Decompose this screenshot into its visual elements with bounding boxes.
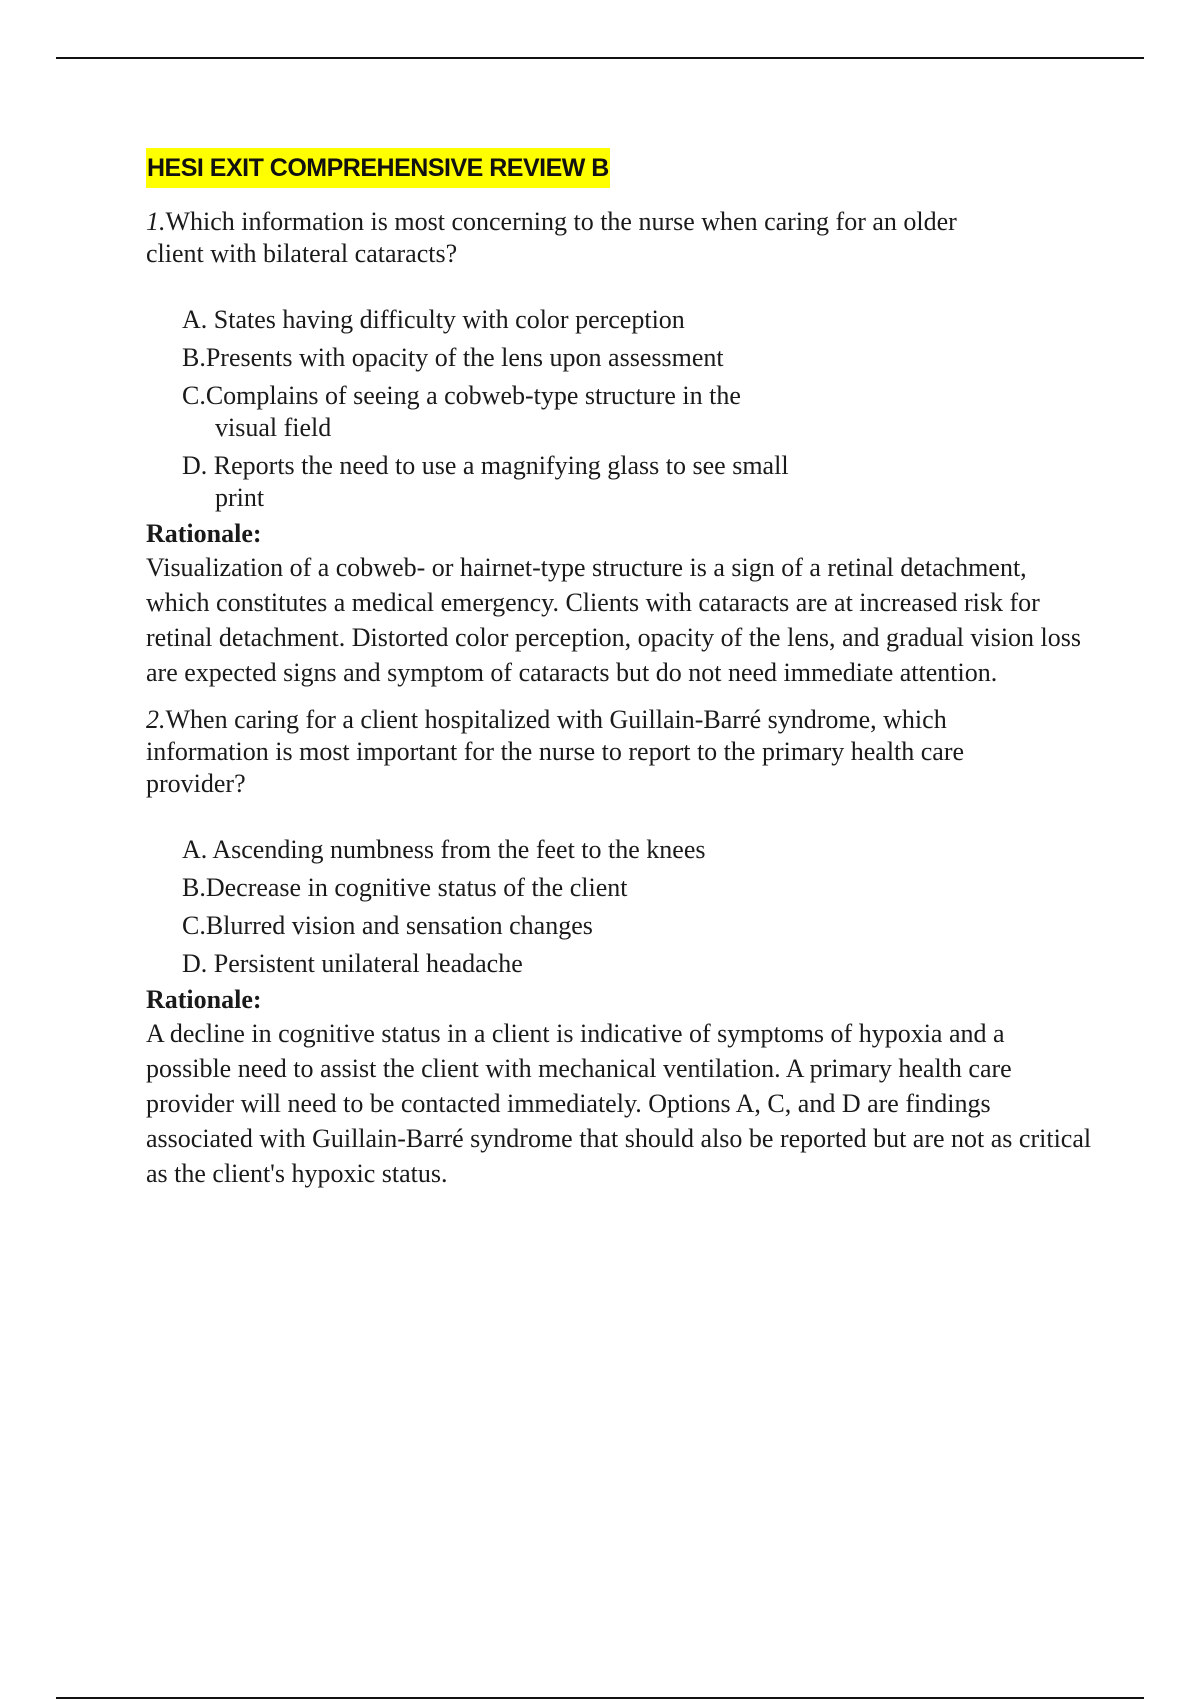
question-2-options: [182, 834, 1126, 980]
footer-rule: [56, 1697, 1144, 1699]
question-2-rationale: A decline in cognitive status in a client is indicative of symptoms of hypoxia and a possible need to assist the client with mechanical ventilation. A primary health care provider will need to be contacted immediately. Options A, C, and D are findings associated with Guillain-Barré syndrome that should also be reported but are not as critical as the client's hypoxic status.: [146, 1019, 1092, 1188]
question-1-option-b: B.Presents with opacity of the lens upon assessment: [182, 343, 724, 372]
question-2-option-c: C.Blurred vision and sensation changes: [182, 911, 593, 940]
question-2-number: 2.: [146, 705, 166, 734]
question-1-text: Which information is most concerning to the nurse when caring for an older client with bilateral cataracts?: [146, 207, 957, 268]
question-2-option-b: B.Decrease in cognitive status of the client: [182, 873, 628, 902]
question-1-option-c: C.Complains of seeing a cobweb-type structure in the visual field: [182, 381, 741, 442]
header-rule: [56, 57, 1144, 59]
question-1-stem: [146, 206, 976, 270]
question-1-number: 1.: [146, 207, 166, 236]
question-1-rationale: Visualization of a cobweb- or hairnet-type structure is a sign of a retinal detachment, which constitutes a medical emergency. Clients with cataracts are at increased risk for retinal detachment. Distorted color perception, opacity of the lens, and gradual vision loss are expected signs and symptom of cataracts but do not need immediate attention.: [146, 553, 1082, 687]
question-1-option-a: A. States having difficulty with color perception: [182, 305, 685, 334]
document-title: HESI EXIT COMPREHENSIVE REVIEW B: [146, 148, 610, 188]
question-1-option-d: D. Reports the need to use a magnifying glass to see small print: [182, 451, 789, 512]
question-2-stem: [146, 704, 976, 800]
question-1-rationale-label: Rationale:: [146, 519, 262, 548]
question-2-option-d: D. Persistent unilateral headache: [182, 949, 523, 978]
question-2-rationale-label: Rationale:: [146, 985, 262, 1014]
question-2-option-a: A. Ascending numbness from the feet to the knees: [182, 835, 706, 864]
question-1-options: [182, 304, 1126, 514]
document-body: [146, 148, 1126, 1191]
question-2: [146, 704, 1126, 1191]
question-2-text: When caring for a client hospitalized with Guillain-Barré syndrome, which information is most important for the nurse to report to the primary health care provider?: [146, 705, 965, 798]
question-1: [146, 206, 1126, 690]
